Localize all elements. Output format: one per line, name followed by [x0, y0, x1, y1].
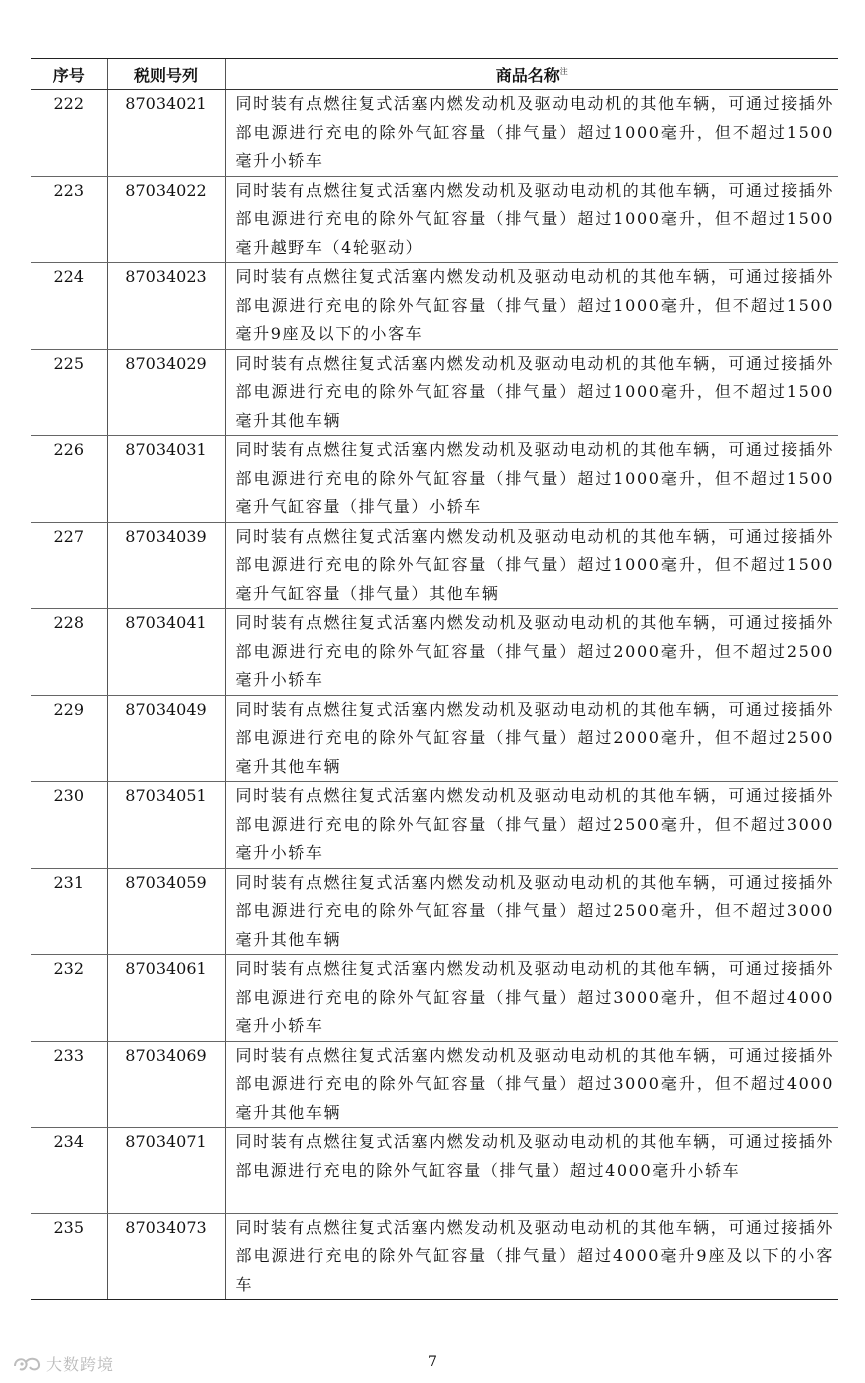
page-number: 7: [428, 1354, 437, 1370]
row-tariff-code: 87034039: [107, 522, 225, 609]
row-tariff-code: 87034059: [107, 868, 225, 955]
row-description: 同时装有点燃往复式活塞内燃发动机及驱动电动机的其他车辆，可通过接插外部电源进行充电的除外气缸容量（排气量）超过3000毫升，但不超过4000毫升小轿车: [225, 955, 838, 1042]
table-row: [31, 349, 838, 436]
table-row: [31, 1128, 838, 1214]
table-row: [31, 263, 838, 350]
row-seq: 228: [31, 609, 107, 696]
row-description: 同时装有点燃往复式活塞内燃发动机及驱动电动机的其他车辆，可通过接插外部电源进行充电的除外气缸容量（排气量）超过3000毫升，但不超过4000毫升其他车辆: [225, 1041, 838, 1128]
row-seq: 222: [31, 90, 107, 177]
row-seq: 226: [31, 436, 107, 523]
row-description: 同时装有点燃往复式活塞内燃发动机及驱动电动机的其他车辆，可通过接插外部电源进行充电的除外气缸容量（排气量）超过1000毫升，但不超过1500毫升小轿车: [225, 90, 838, 177]
table-row: [31, 868, 838, 955]
header-name-note: 注: [559, 66, 568, 76]
row-seq: 224: [31, 263, 107, 350]
row-seq: 230: [31, 782, 107, 869]
table-row: [31, 436, 838, 523]
row-seq: 227: [31, 522, 107, 609]
row-description: 同时装有点燃往复式活塞内燃发动机及驱动电动机的其他车辆，可通过接插外部电源进行充电的除外气缸容量（排气量）超过2000毫升，但不超过2500毫升其他车辆: [225, 695, 838, 782]
row-tariff-code: 87034069: [107, 1041, 225, 1128]
row-tariff-code: 87034023: [107, 263, 225, 350]
row-tariff-code: 87034073: [107, 1213, 225, 1300]
table-row: [31, 1213, 838, 1300]
table-row: [31, 782, 838, 869]
header-code-label: 税则号列: [133, 65, 198, 85]
row-seq: 234: [31, 1128, 107, 1214]
row-seq: 235: [31, 1213, 107, 1300]
table-body: [31, 90, 838, 1300]
watermark-text: 大数跨境: [46, 1355, 115, 1374]
row-tariff-code: 87034022: [107, 176, 225, 263]
row-description: 同时装有点燃往复式活塞内燃发动机及驱动电动机的其他车辆，可通过接插外部电源进行充电的除外气缸容量（排气量）超过4000毫升小轿车: [225, 1128, 838, 1214]
row-description: 同时装有点燃往复式活塞内燃发动机及驱动电动机的其他车辆，可通过接插外部电源进行充电的除外气缸容量（排气量）超过1000毫升，但不超过1500毫升气缸容量（排气量）小轿车: [225, 436, 838, 523]
row-description: 同时装有点燃往复式活塞内燃发动机及驱动电动机的其他车辆，可通过接插外部电源进行充电的除外气缸容量（排气量）超过1000毫升，但不超过1500毫升其他车辆: [225, 349, 838, 436]
row-seq: 232: [31, 955, 107, 1042]
table-row: [31, 955, 838, 1042]
table-row: [31, 1041, 838, 1128]
row-description: 同时装有点燃往复式活塞内燃发动机及驱动电动机的其他车辆，可通过接插外部电源进行充电的除外气缸容量（排气量）超过2500毫升，但不超过3000毫升小轿车: [225, 782, 838, 869]
row-description: 同时装有点燃往复式活塞内燃发动机及驱动电动机的其他车辆，可通过接插外部电源进行充电的除外气缸容量（排气量）超过1000毫升，但不超过1500毫升越野车（4轮驱动）: [225, 176, 838, 263]
row-description: 同时装有点燃往复式活塞内燃发动机及驱动电动机的其他车辆，可通过接插外部电源进行充电的除外气缸容量（排气量）超过2500毫升，但不超过3000毫升其他车辆: [225, 868, 838, 955]
row-seq: 233: [31, 1041, 107, 1128]
row-tariff-code: 87034051: [107, 782, 225, 869]
row-tariff-code: 87034071: [107, 1128, 225, 1214]
row-tariff-code: 87034041: [107, 609, 225, 696]
row-seq: 223: [31, 176, 107, 263]
header-seq-label: 序号: [52, 65, 85, 85]
row-description: 同时装有点燃往复式活塞内燃发动机及驱动电动机的其他车辆，可通过接插外部电源进行充电的除外气缸容量（排气量）超过1000毫升，但不超过1500毫升9座及以下的小客车: [225, 263, 838, 350]
table-row: [31, 695, 838, 782]
table-row: [31, 522, 838, 609]
row-seq: 231: [31, 868, 107, 955]
table-header-row: [31, 59, 838, 90]
row-description: 同时装有点燃往复式活塞内燃发动机及驱动电动机的其他车辆，可通过接插外部电源进行充电的除外气缸容量（排气量）超过4000毫升9座及以下的小客车: [225, 1213, 838, 1300]
row-tariff-code: 87034031: [107, 436, 225, 523]
table-row: [31, 176, 838, 263]
row-description: 同时装有点燃往复式活塞内燃发动机及驱动电动机的其他车辆，可通过接插外部电源进行充电的除外气缸容量（排气量）超过1000毫升，但不超过1500毫升气缸容量（排气量）其他车辆: [225, 522, 838, 609]
header-name-label: 商品名称: [495, 65, 560, 85]
row-tariff-code: 87034029: [107, 349, 225, 436]
header-name: [225, 59, 838, 90]
row-tariff-code: 87034049: [107, 695, 225, 782]
tariff-table: [31, 58, 838, 1300]
table-row: [31, 90, 838, 177]
row-tariff-code: 87034021: [107, 90, 225, 177]
header-seq: [31, 59, 107, 90]
header-code: [107, 59, 225, 90]
row-description: 同时装有点燃往复式活塞内燃发动机及驱动电动机的其他车辆，可通过接插外部电源进行充电的除外气缸容量（排气量）超过2000毫升，但不超过2500毫升小轿车: [225, 609, 838, 696]
table-row: [31, 609, 838, 696]
row-seq: 225: [31, 349, 107, 436]
row-seq: 229: [31, 695, 107, 782]
row-tariff-code: 87034061: [107, 955, 225, 1042]
